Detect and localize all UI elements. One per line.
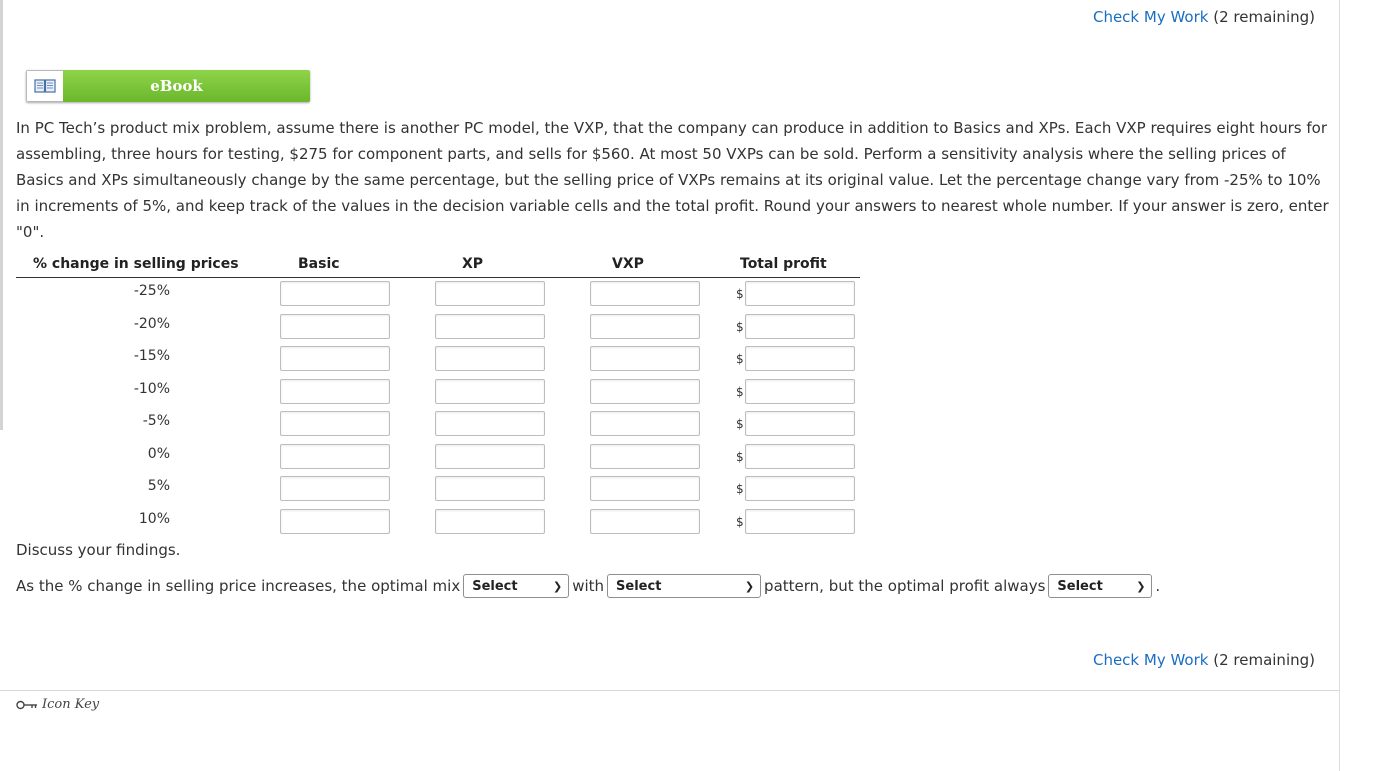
vxp-input[interactable] — [590, 314, 700, 339]
vxp-input[interactable] — [590, 509, 700, 534]
total-input[interactable] — [745, 509, 855, 534]
pct-change-label: 5% — [147, 478, 170, 494]
dollar-sign: $ — [736, 449, 744, 464]
table-row — [16, 441, 860, 474]
header-vxp: VXP — [612, 256, 644, 272]
remaining-count: (2 remaining) — [1213, 651, 1315, 669]
basic-input[interactable] — [280, 476, 390, 501]
pct-change-label: -25% — [133, 283, 170, 299]
dollar-sign: $ — [736, 352, 744, 366]
check-my-work-link[interactable]: Check My Work — [1092, 8, 1209, 26]
optimal-mix-dropdown-value: Select — [472, 578, 518, 594]
vxp-input[interactable] — [590, 411, 700, 436]
optimal-mix-dropdown[interactable] — [463, 574, 569, 598]
total-input[interactable] — [745, 314, 855, 339]
pct-change-label: -20% — [133, 315, 170, 332]
xp-input[interactable] — [435, 379, 545, 404]
basic-input[interactable] — [280, 281, 390, 306]
icon-key-label: Icon Key — [42, 697, 100, 712]
dollar-sign: $ — [736, 514, 744, 529]
sentence-part-2: with — [572, 577, 605, 595]
dollar-sign: $ — [736, 287, 744, 301]
total-input[interactable] — [745, 346, 855, 371]
table-row — [16, 506, 860, 539]
header-pct-change: % change in selling prices — [33, 256, 239, 272]
table-row — [16, 343, 860, 376]
dollar-sign: $ — [736, 319, 744, 334]
vxp-input[interactable] — [590, 281, 700, 306]
ebook-label: eBook — [63, 70, 310, 102]
key-icon — [16, 700, 38, 710]
table-header — [16, 253, 860, 278]
findings-sentence — [16, 573, 1160, 599]
book-icon — [26, 70, 63, 102]
sentence-part-1: As the % change in selling price increases, the optimal mix — [16, 577, 461, 595]
table-row — [16, 311, 860, 344]
sensitivity-table — [16, 253, 860, 538]
optimal-profit-dropdown-value: Select — [1057, 578, 1103, 594]
dollar-sign: $ — [736, 482, 744, 496]
question-text: In PC Tech’s product mix problem, assume there is another PC model, the VXP, that the company can produce in addition to Basics and XPs. Each VXP requires eight hours for assembling, three hours for testing, $275 for component parts, and sells for $560. At most 50 VXPs can be sold. Perform a sensitivity analysis where the selling prices of Basics and XPs simultaneously change by the same percentage, but the selling price of VXPs remains at its original value. Let the percentage change vary from -25% to 10% in increments of 5%, and keep track of the values in the decision variable cells and the total profit. Round your answers to nearest whole number. If your answer is zero, enter "0". — [16, 119, 1329, 241]
remaining-count: (2 remaining) — [1213, 8, 1315, 26]
table-row — [16, 278, 860, 311]
chevron-down-icon: ❯ — [744, 579, 755, 593]
pct-change-label: -15% — [133, 348, 170, 364]
sentence-part-3: pattern, but the optimal profit always — [764, 577, 1046, 595]
icon-key-link[interactable] — [16, 697, 99, 712]
xp-input[interactable] — [435, 476, 545, 501]
basic-input[interactable] — [280, 444, 390, 469]
optimal-profit-dropdown[interactable] — [1048, 574, 1152, 598]
check-my-work-top — [1093, 8, 1315, 26]
sentence-part-4: . — [1155, 577, 1161, 595]
table-row — [16, 473, 860, 506]
right-border — [1339, 0, 1340, 771]
vxp-input[interactable] — [590, 379, 700, 404]
vxp-input[interactable] — [590, 346, 700, 371]
header-basic: Basic — [298, 256, 340, 272]
dollar-sign: $ — [736, 417, 744, 431]
check-my-work-link[interactable]: Check My Work — [1092, 651, 1209, 669]
vxp-input[interactable] — [590, 476, 700, 501]
pct-change-label: -5% — [142, 413, 170, 429]
ebook-button[interactable] — [26, 70, 310, 102]
pct-change-label: 0% — [147, 445, 170, 462]
pct-change-label: 10% — [138, 510, 170, 527]
total-input[interactable] — [745, 444, 855, 469]
vxp-input[interactable] — [590, 444, 700, 469]
table-row — [16, 376, 860, 409]
total-input[interactable] — [745, 379, 855, 404]
xp-input[interactable] — [435, 314, 545, 339]
dollar-sign: $ — [736, 384, 744, 399]
total-input[interactable] — [745, 476, 855, 501]
total-input[interactable] — [745, 411, 855, 436]
header-xp: XP — [462, 256, 484, 272]
check-my-work-bottom — [1093, 651, 1315, 669]
table-row — [16, 408, 860, 441]
xp-input[interactable] — [435, 346, 545, 371]
left-border — [0, 0, 3, 430]
xp-input[interactable] — [435, 509, 545, 534]
basic-input[interactable] — [280, 379, 390, 404]
xp-input[interactable] — [435, 411, 545, 436]
pattern-dropdown[interactable] — [607, 574, 761, 598]
pattern-dropdown-value: Select — [616, 578, 662, 594]
header-total-profit: Total profit — [740, 256, 827, 272]
basic-input[interactable] — [280, 509, 390, 534]
footer-divider — [0, 690, 1340, 691]
discuss-label: Discuss your findings. — [16, 541, 181, 559]
table-body — [16, 278, 860, 538]
chevron-down-icon: ❯ — [553, 579, 563, 593]
xp-input[interactable] — [435, 444, 545, 469]
chevron-down-icon: ❯ — [1136, 579, 1146, 593]
xp-input[interactable] — [435, 281, 545, 306]
basic-input[interactable] — [280, 346, 390, 371]
total-input[interactable] — [745, 281, 855, 306]
pct-change-label: -10% — [133, 380, 170, 397]
basic-input[interactable] — [280, 411, 390, 436]
basic-input[interactable] — [280, 314, 390, 339]
